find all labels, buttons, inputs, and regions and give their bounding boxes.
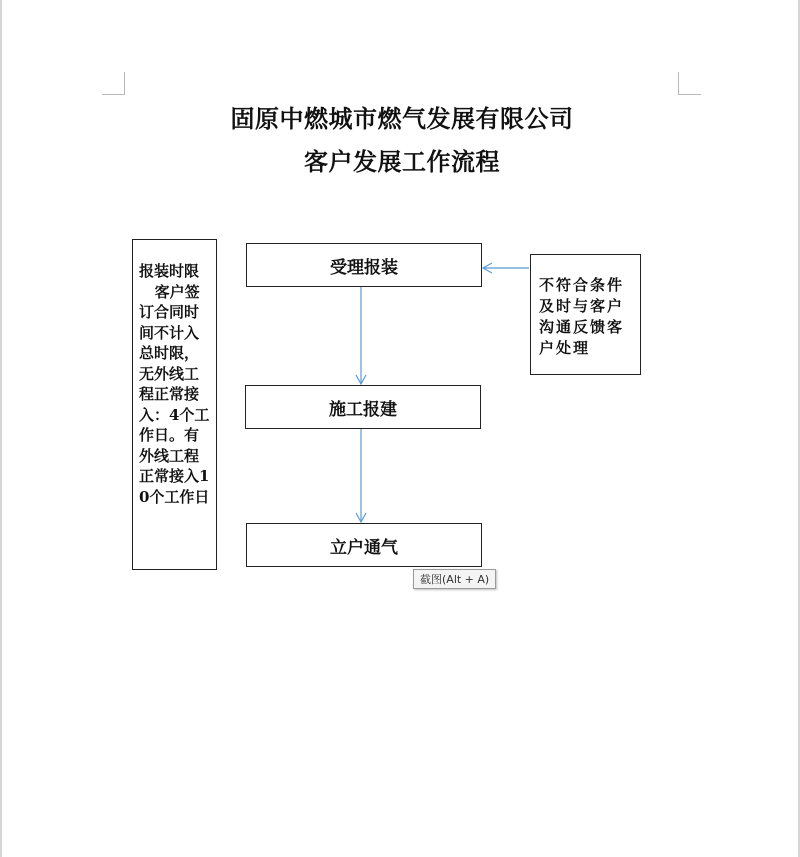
arrow-feedback-to-accept-head-icon xyxy=(483,263,492,273)
time-limit-note-box: 报装时限 客户签订合同时间不计入总时限，无外线工程正常接入：4个工作日。有外线工程正常接入10个工作日 xyxy=(132,239,217,570)
document-subtitle: 客户发展工作流程 xyxy=(304,147,500,176)
flow-step-construction-filing xyxy=(245,385,481,429)
page-corner-mark-top-right xyxy=(678,72,701,95)
arrow-accept-to-construction-head-icon xyxy=(356,375,366,384)
flow-step-accept-application xyxy=(246,243,482,287)
screenshot-tooltip: 截图(Alt + A) xyxy=(413,569,496,589)
flow-step-label: 立户通气 xyxy=(330,537,398,558)
page-corner-mark-top-left xyxy=(102,72,125,95)
flow-step-label: 施工报建 xyxy=(329,399,397,420)
nonconformity-feedback-note-box: 不符合条件及时与客户沟通反馈客户处理 xyxy=(530,254,641,375)
document-title: 固原中燃城市燃气发展有限公司 xyxy=(230,104,574,133)
arrow-construction-to-gas-head-icon xyxy=(356,513,366,522)
flow-step-label: 受理报装 xyxy=(330,257,398,278)
flow-step-account-gas-supply xyxy=(246,523,482,567)
